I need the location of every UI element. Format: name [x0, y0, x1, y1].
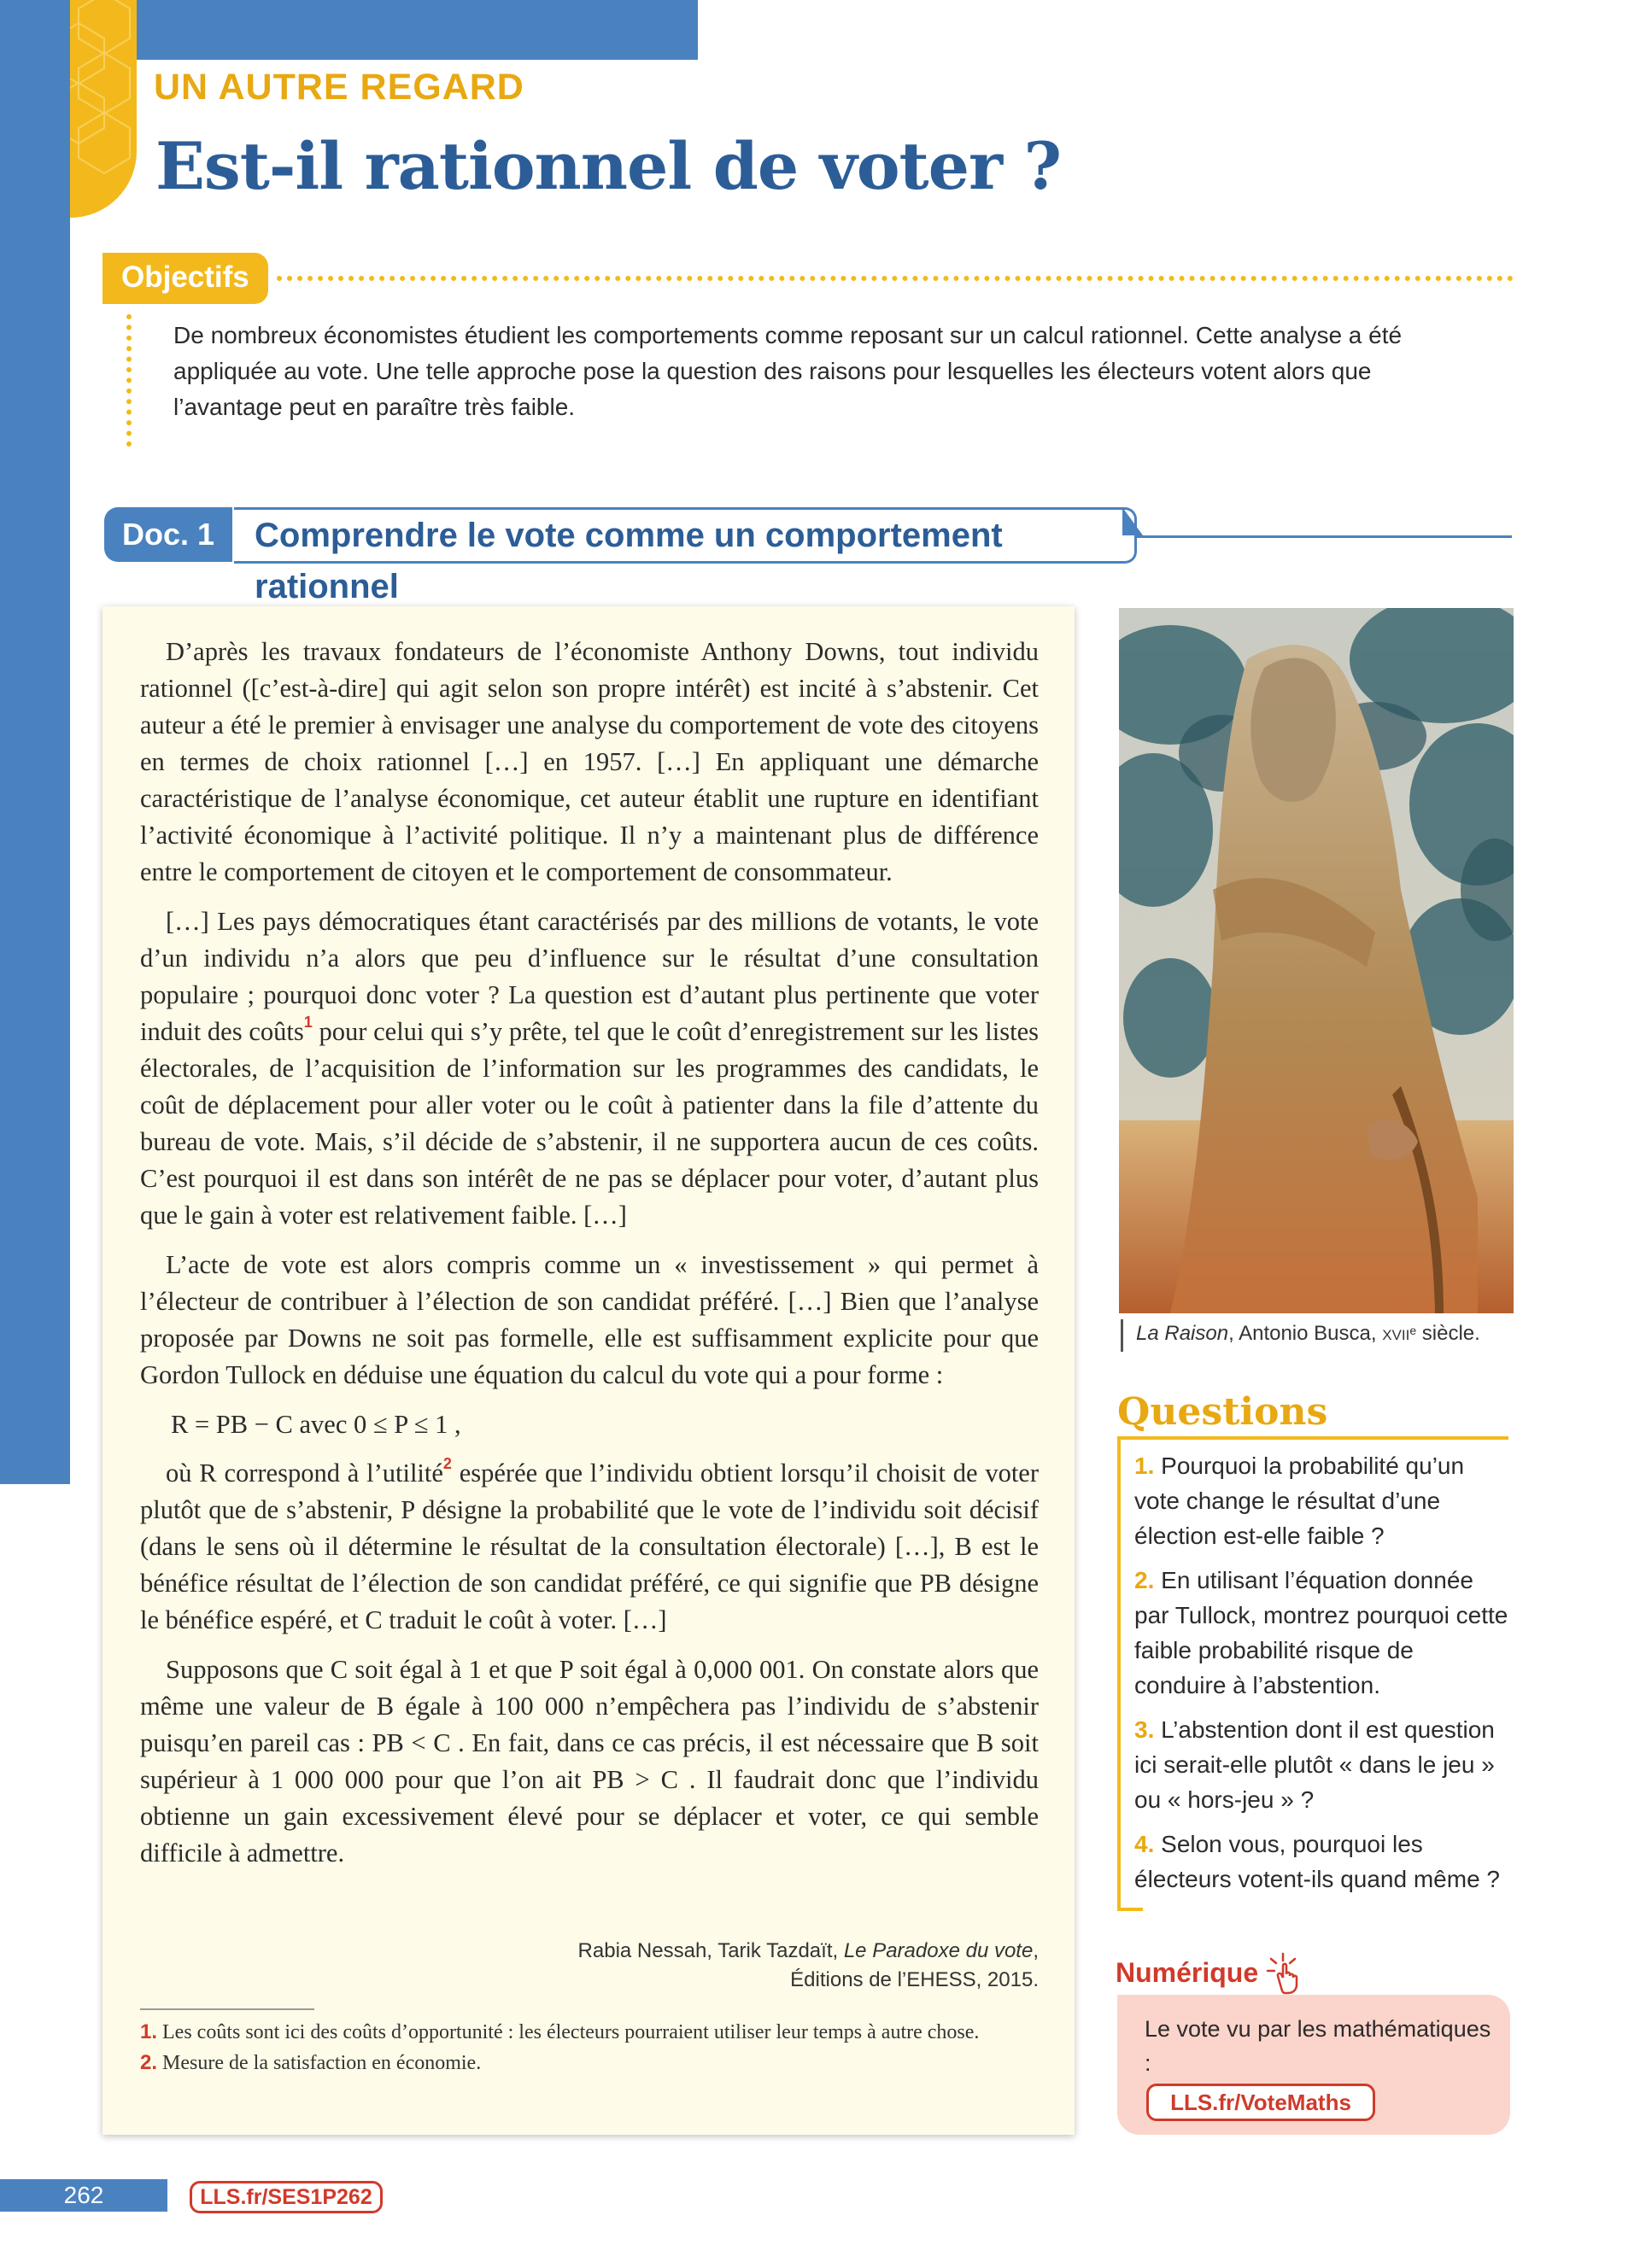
footnote-ref-1: 1	[303, 1014, 313, 1031]
question-item	[1134, 1448, 1510, 1553]
objectives-label: Objectifs	[102, 253, 268, 304]
question-number: 4.	[1134, 1831, 1155, 1857]
caption-text: , Antonio Busca,	[1228, 1322, 1383, 1345]
footnote	[140, 2048, 1011, 2078]
questions-title: Questions	[1117, 1390, 1328, 1434]
source-publisher: Éditions de l’EHESS, 2015.	[790, 1968, 1039, 1991]
doc-heading-rule	[1136, 535, 1512, 538]
article-text: […] Les pays démocratiques étant caractérisés par des millions de votants, le vote d’un individu n’a alors que peu d’influence sur le résultat d’une consultation populaire ; pourquoi donc voter ? La question est d’autant plus pertinente que voter induit des coûts	[140, 907, 1039, 1046]
caption-text: siècle.	[1416, 1322, 1480, 1345]
footnote-ref-2: 2	[442, 1455, 452, 1472]
source-punct: ,	[1033, 1939, 1039, 1962]
questions-rule-bottom	[1117, 1908, 1143, 1911]
source-book-title: Le Paradoxe du vote	[843, 1939, 1034, 1962]
doc-number-tag: Doc. 1	[104, 507, 232, 562]
digital-resource-text: Le vote vu par les mathématiques :	[1145, 2016, 1491, 2076]
question-item	[1134, 1712, 1510, 1817]
question-number: 1.	[1134, 1453, 1155, 1479]
question-text: Selon vous, pourquoi les électeurs votent-ils quand même ?	[1134, 1831, 1500, 1892]
question-text: Pourquoi la probabilité qu’un vote change le résultat d’une élection est-elle faible ?	[1134, 1453, 1465, 1549]
footnote-divider	[140, 2008, 314, 2010]
caption-rule	[1121, 1319, 1123, 1352]
caption-superscript: e	[1409, 1324, 1417, 1337]
article-paragraph	[140, 1455, 1039, 1639]
objectives-text: De nombreux économistes étudient les comportements comme reposant sur un calcul rationnel. Cette analyse a été appliquée au vote. Une telle approche pose la question des raisons pour lesquelles les électeurs votent alors que l’avantage peut en paraître très faible.	[173, 322, 1403, 420]
page-number: 262	[63, 2182, 104, 2208]
question-item	[1134, 1563, 1510, 1703]
image-caption	[1136, 1322, 1480, 1346]
questions-list	[1134, 1448, 1510, 1906]
footnote-text: Mesure de la satisfaction en économie.	[157, 2052, 482, 2074]
doc-title: Comprendre le vote comme un comportement rationnel	[234, 507, 1137, 564]
painting-la-raison-image	[1119, 608, 1514, 1313]
digital-resource-title: Numérique	[1116, 1957, 1259, 1988]
caption-century: xvii	[1382, 1322, 1410, 1345]
question-text: En utilisant l’équation donnée par Tullock, montrez pourquoi cette faible probabilité risque de conduire à l’abstention.	[1134, 1567, 1508, 1698]
objectives-dotted-rule	[277, 276, 1514, 281]
top-header-bar	[70, 0, 698, 60]
footnote	[140, 2017, 1011, 2048]
hexagon-pattern-corner	[70, 0, 137, 218]
article-paragraph: L’acte de vote est alors compris comme un « investissement » qui permet à l’électeur de contribuer à l’élection de son candidat préféré. […] Bien que l’analyse proposée par Downs ne soit pas formelle, elle est suffisamment explicite pour que Gordon Tullock en déduise une équation du calcul du vote qui a pour forme :	[140, 1250, 1039, 1389]
article-text: espérée que l’individu obtient lorsqu’il choisit de voter plutôt que de s’abstenir, P désigne la probabilité que le vote de l’individu soit décisif (dans le sens où il détermine le résultat de la consultation électorale) […], B est le bénéfice résultat de l’élection de son candidat préféré, ce qui signifie que PB désigne le bénéfice espéré, et C traduit le coût à voter. […]	[140, 1458, 1039, 1634]
hexagon-pattern-icon	[70, 0, 137, 218]
question-number: 3.	[1134, 1716, 1155, 1743]
article-body	[140, 634, 1039, 1885]
article-source	[427, 1937, 1039, 1995]
article-paragraph	[140, 903, 1039, 1234]
source-authors: Rabia Nessah, Tarik Tazdaït,	[577, 1939, 844, 1962]
article-paragraph: Supposons que C soit égal à 1 et que P soit égal à 0,000 001. On constate alors que même une valeur de B égale à 100 000 n’empêchera pas l’individu de s’abstenir puisqu’en pareil cas : PB < C . En fait, dans ce cas précis, il est nécessaire que B soit supérieur à 1 000 000 pour que l’on ait PB > C . Il faudrait donc que l’individu obtienne un gain excessivement élevé pour se déplacer et voter, ce qui semble difficile à admettre.	[140, 1655, 1039, 1868]
objectives-dotted-side	[126, 314, 132, 447]
tullock-equation: R = PB − C avec 0 ≤ P ≤ 1 ,	[171, 1410, 461, 1439]
page-title: Est-il rationnel de voter ?	[155, 128, 1062, 204]
footnote-text: Les coûts sont ici des coûts d’opportunité : les électeurs pourraient utiliser leur temps à autre chose.	[157, 2021, 980, 2043]
question-number: 2.	[1134, 1567, 1155, 1593]
questions-rule-top	[1117, 1436, 1508, 1440]
article-paragraph: D’après les travaux fondateurs de l’économiste Anthony Downs, tout individu rationnel ([c’est-à-dire] qui agit selon son propre intérêt) est incité à s’abstenir. Cet auteur a été le premier à envisager une analyse du comportement de vote des citoyens en termes de choix rationnel […] en 1957. […] En appliquant une démarche caractéristique de l’analyse économique, cet auteur établit une rupture en identifiant l’activité économique à l’activité politique. Il n’y a maintenant plus de différence entre le comportement de citoyen et le comportement de consommateur.	[140, 637, 1039, 886]
left-margin-bar	[0, 0, 70, 1484]
hand-pointer-icon	[1262, 1950, 1314, 1995]
questions-rule-left	[1117, 1436, 1121, 1910]
question-text: L’abstention dont il est question ici serait-elle plutôt « dans le jeu » ou « hors-jeu » ?	[1134, 1716, 1495, 1813]
article-text: où R correspond à l’utilité	[166, 1458, 443, 1488]
footnote-number: 2.	[140, 2051, 158, 2074]
question-item	[1134, 1827, 1510, 1897]
footnote-number: 1.	[140, 2020, 158, 2043]
section-kicker: UN AUTRE REGARD	[154, 67, 524, 108]
article-text: pour celui qui s’y prête, tel que le coût d’enregistrement sur les listes électorales, de l’acquisition de l’information sur les programmes des candidats, le coût de déplacement pour aller voter ou le coût à patienter dans la file d’attente du bureau de vote. Mais, s’il décide de s’abstenir, il ne supportera aucun de ces coûts. C’est pourquoi il est dans son intérêt de ne pas se déplacer pour voter, d’autant plus que le gain à voter est relativement faible. […]	[140, 1017, 1040, 1230]
footnotes	[140, 2017, 1011, 2078]
doc-flag-icon	[1122, 507, 1143, 538]
caption-title: La Raison	[1136, 1322, 1229, 1345]
vote-maths-link[interactable]: LLS.fr/VoteMaths	[1146, 2084, 1375, 2121]
page-resource-link[interactable]: LLS.fr/SES1P262	[190, 2181, 383, 2213]
